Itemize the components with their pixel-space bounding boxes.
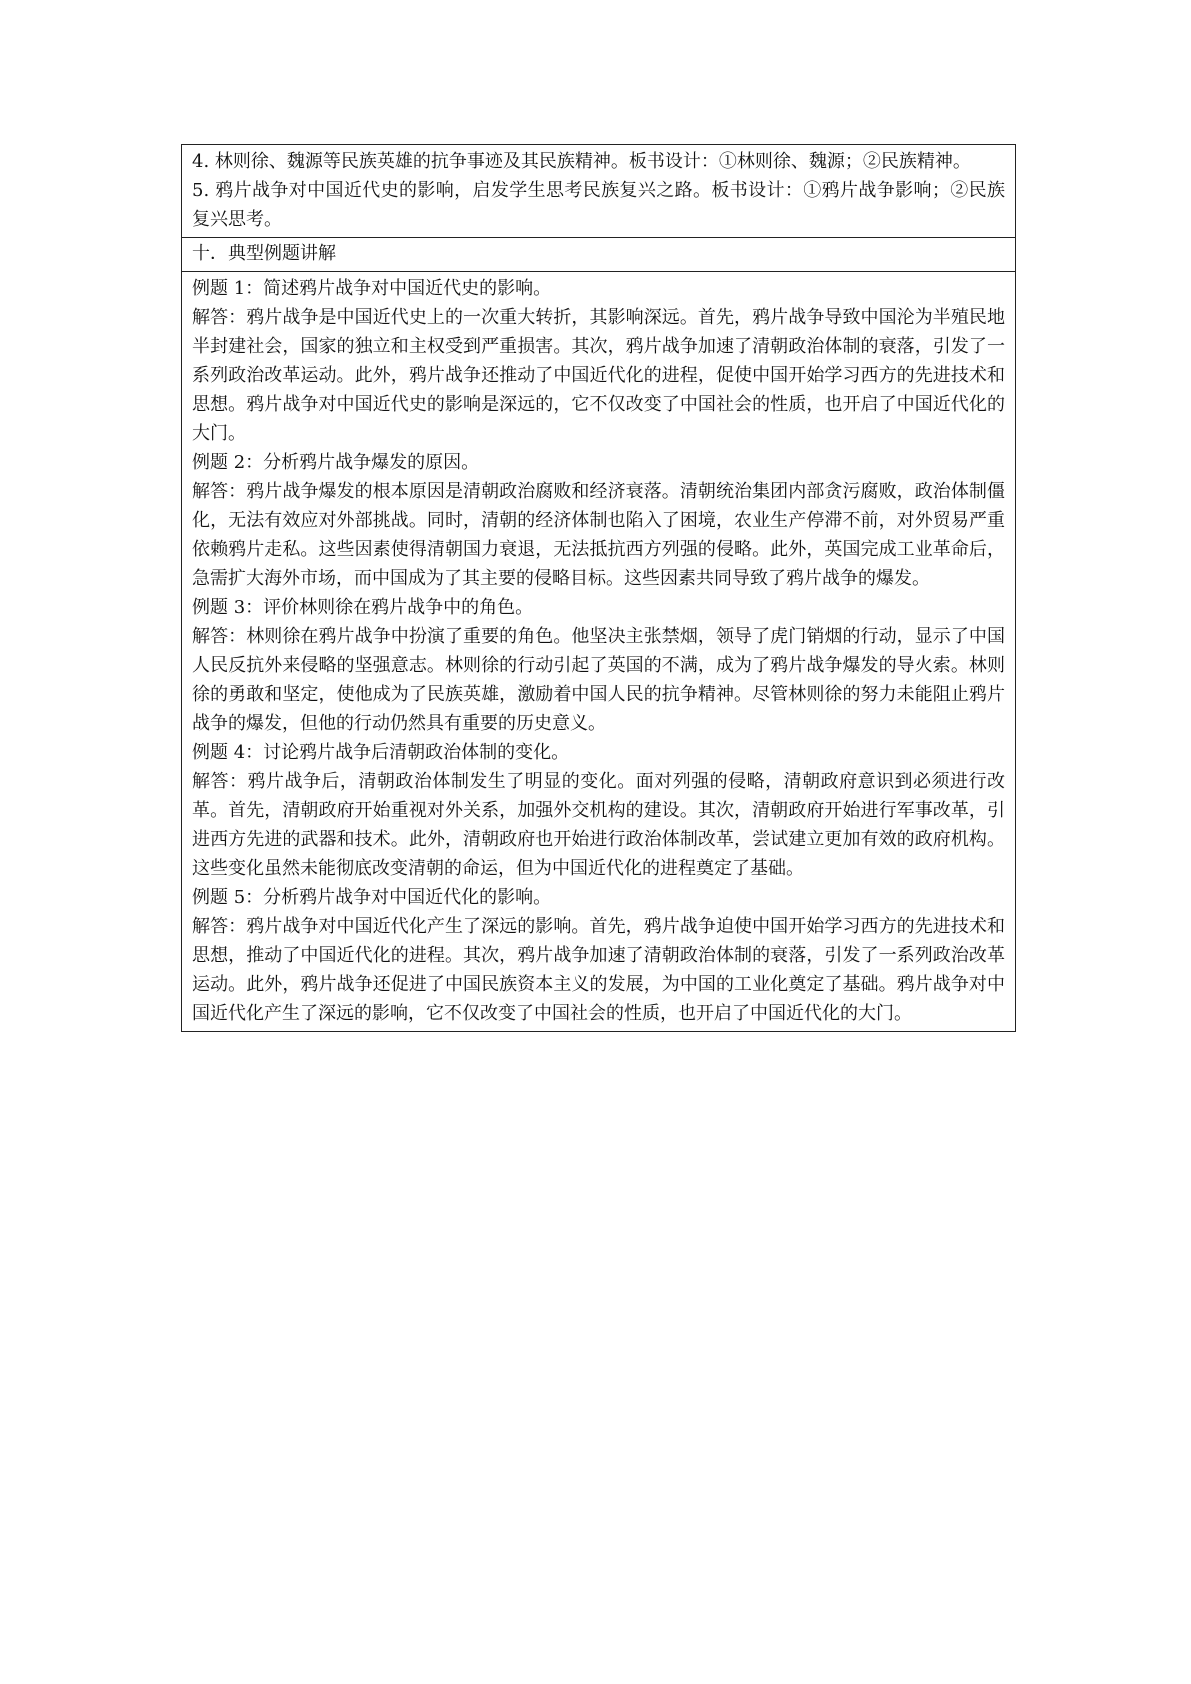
example-1-answer: 解答：鸦片战争是中国近代史上的一次重大转折，其影响深远。首先，鸦片战争导致中国沦为半殖民地半封建社会，国家的独立和主权受到严重损害。其次，鸦片战争加速了清朝政治体制的衰落，引发了一系列政治改革运动。此外，鸦片战争还推动了中国近代化的进程，促使中国开始学习西方的先进技术和思想。鸦片战争对中国近代史的影响是深远的，它不仅改变了中国社会的性质，也开启了中国近代化的大门。 — [192, 307, 1005, 444]
example-3-answer: 解答：林则徐在鸦片战争中扮演了重要的角色。他坚决主张禁烟，领导了虎门销烟的行动，显示了中国人民反抗外来侵略的坚强意志。林则徐的行动引起了英国的不满，成为了鸦片战争爆发的导火索。林则徐的勇敢和坚定，使他成为了民族英雄，激励着中国人民的抗争精神。尽管林则徐的努力未能阻止鸦片战争的爆发，但他的行动仍然具有重要的历史意义。 — [192, 626, 1005, 734]
example-4-question: 例题 4：讨论鸦片战争后清朝政治体制的变化。 — [192, 742, 570, 763]
example-1-question: 例题 1：简述鸦片战争对中国近代史的影响。 — [192, 278, 552, 299]
examples-cell — [182, 271, 1015, 1031]
example-2-answer: 解答：鸦片战争爆发的根本原因是清朝政治腐败和经济衰落。清朝统治集团内部贪污腐败，政治体制僵化，无法有效应对外部挑战。同时，清朝的经济体制也陷入了困境，农业生产停滞不前，对外贸易严重依赖鸦片走私。这些因素使得清朝国力衰退，无法抵抗西方列强的侵略。此外，英国完成工业革命后，急需扩大海外市场，而中国成为了其主要的侵略目标。这些因素共同导致了鸦片战争的爆发。 — [192, 481, 1005, 589]
section-heading-cell — [182, 237, 1015, 271]
example-4-answer: 解答：鸦片战争后，清朝政治体制发生了明显的变化。面对列强的侵略，清朝政府意识到必须进行改革。首先，清朝政府开始重视对外关系，加强外交机构的建设。其次，清朝政府开始进行军事改革，引进西方先进的武器和技术。此外，清朝政府也开始进行政治体制改革，尝试建立更加有效的政府机构。这些变化虽然未能彻底改变清朝的命运，但为中国近代化的进程奠定了基础。 — [192, 771, 1005, 879]
teaching-point-5: 5. 鸦片战争对中国近代史的影响，启发学生思考民族复兴之路。板书设计：①鸦片战争影响；②民族复兴思考。 — [192, 180, 1005, 230]
example-2-question: 例题 2：分析鸦片战争爆发的原因。 — [192, 452, 480, 473]
example-5-question: 例题 5：分析鸦片战争对中国近代化的影响。 — [192, 887, 552, 908]
example-3-question: 例题 3：评价林则徐在鸦片战争中的角色。 — [192, 597, 534, 618]
example-5-answer: 解答：鸦片战争对中国近代化产生了深远的影响。首先，鸦片战争迫使中国开始学习西方的先进技术和思想，推动了中国近代化的进程。其次，鸦片战争加速了清朝政治体制的衰落，引发了一系列政治改革运动。此外，鸦片战争还促进了中国民族资本主义的发展，为中国的工业化奠定了基础。鸦片战争对中国近代化产生了深远的影响，它不仅改变了中国社会的性质，也开启了中国近代化的大门。 — [192, 916, 1005, 1024]
document-table — [181, 144, 1016, 1032]
section-heading: 十．典型例题讲解 — [192, 243, 336, 264]
teaching-point-4: 4. 林则徐、魏源等民族英雄的抗争事迹及其民族精神。板书设计：①林则徐、魏源；②民族精神。 — [192, 151, 971, 172]
teaching-points-cell — [182, 145, 1015, 237]
